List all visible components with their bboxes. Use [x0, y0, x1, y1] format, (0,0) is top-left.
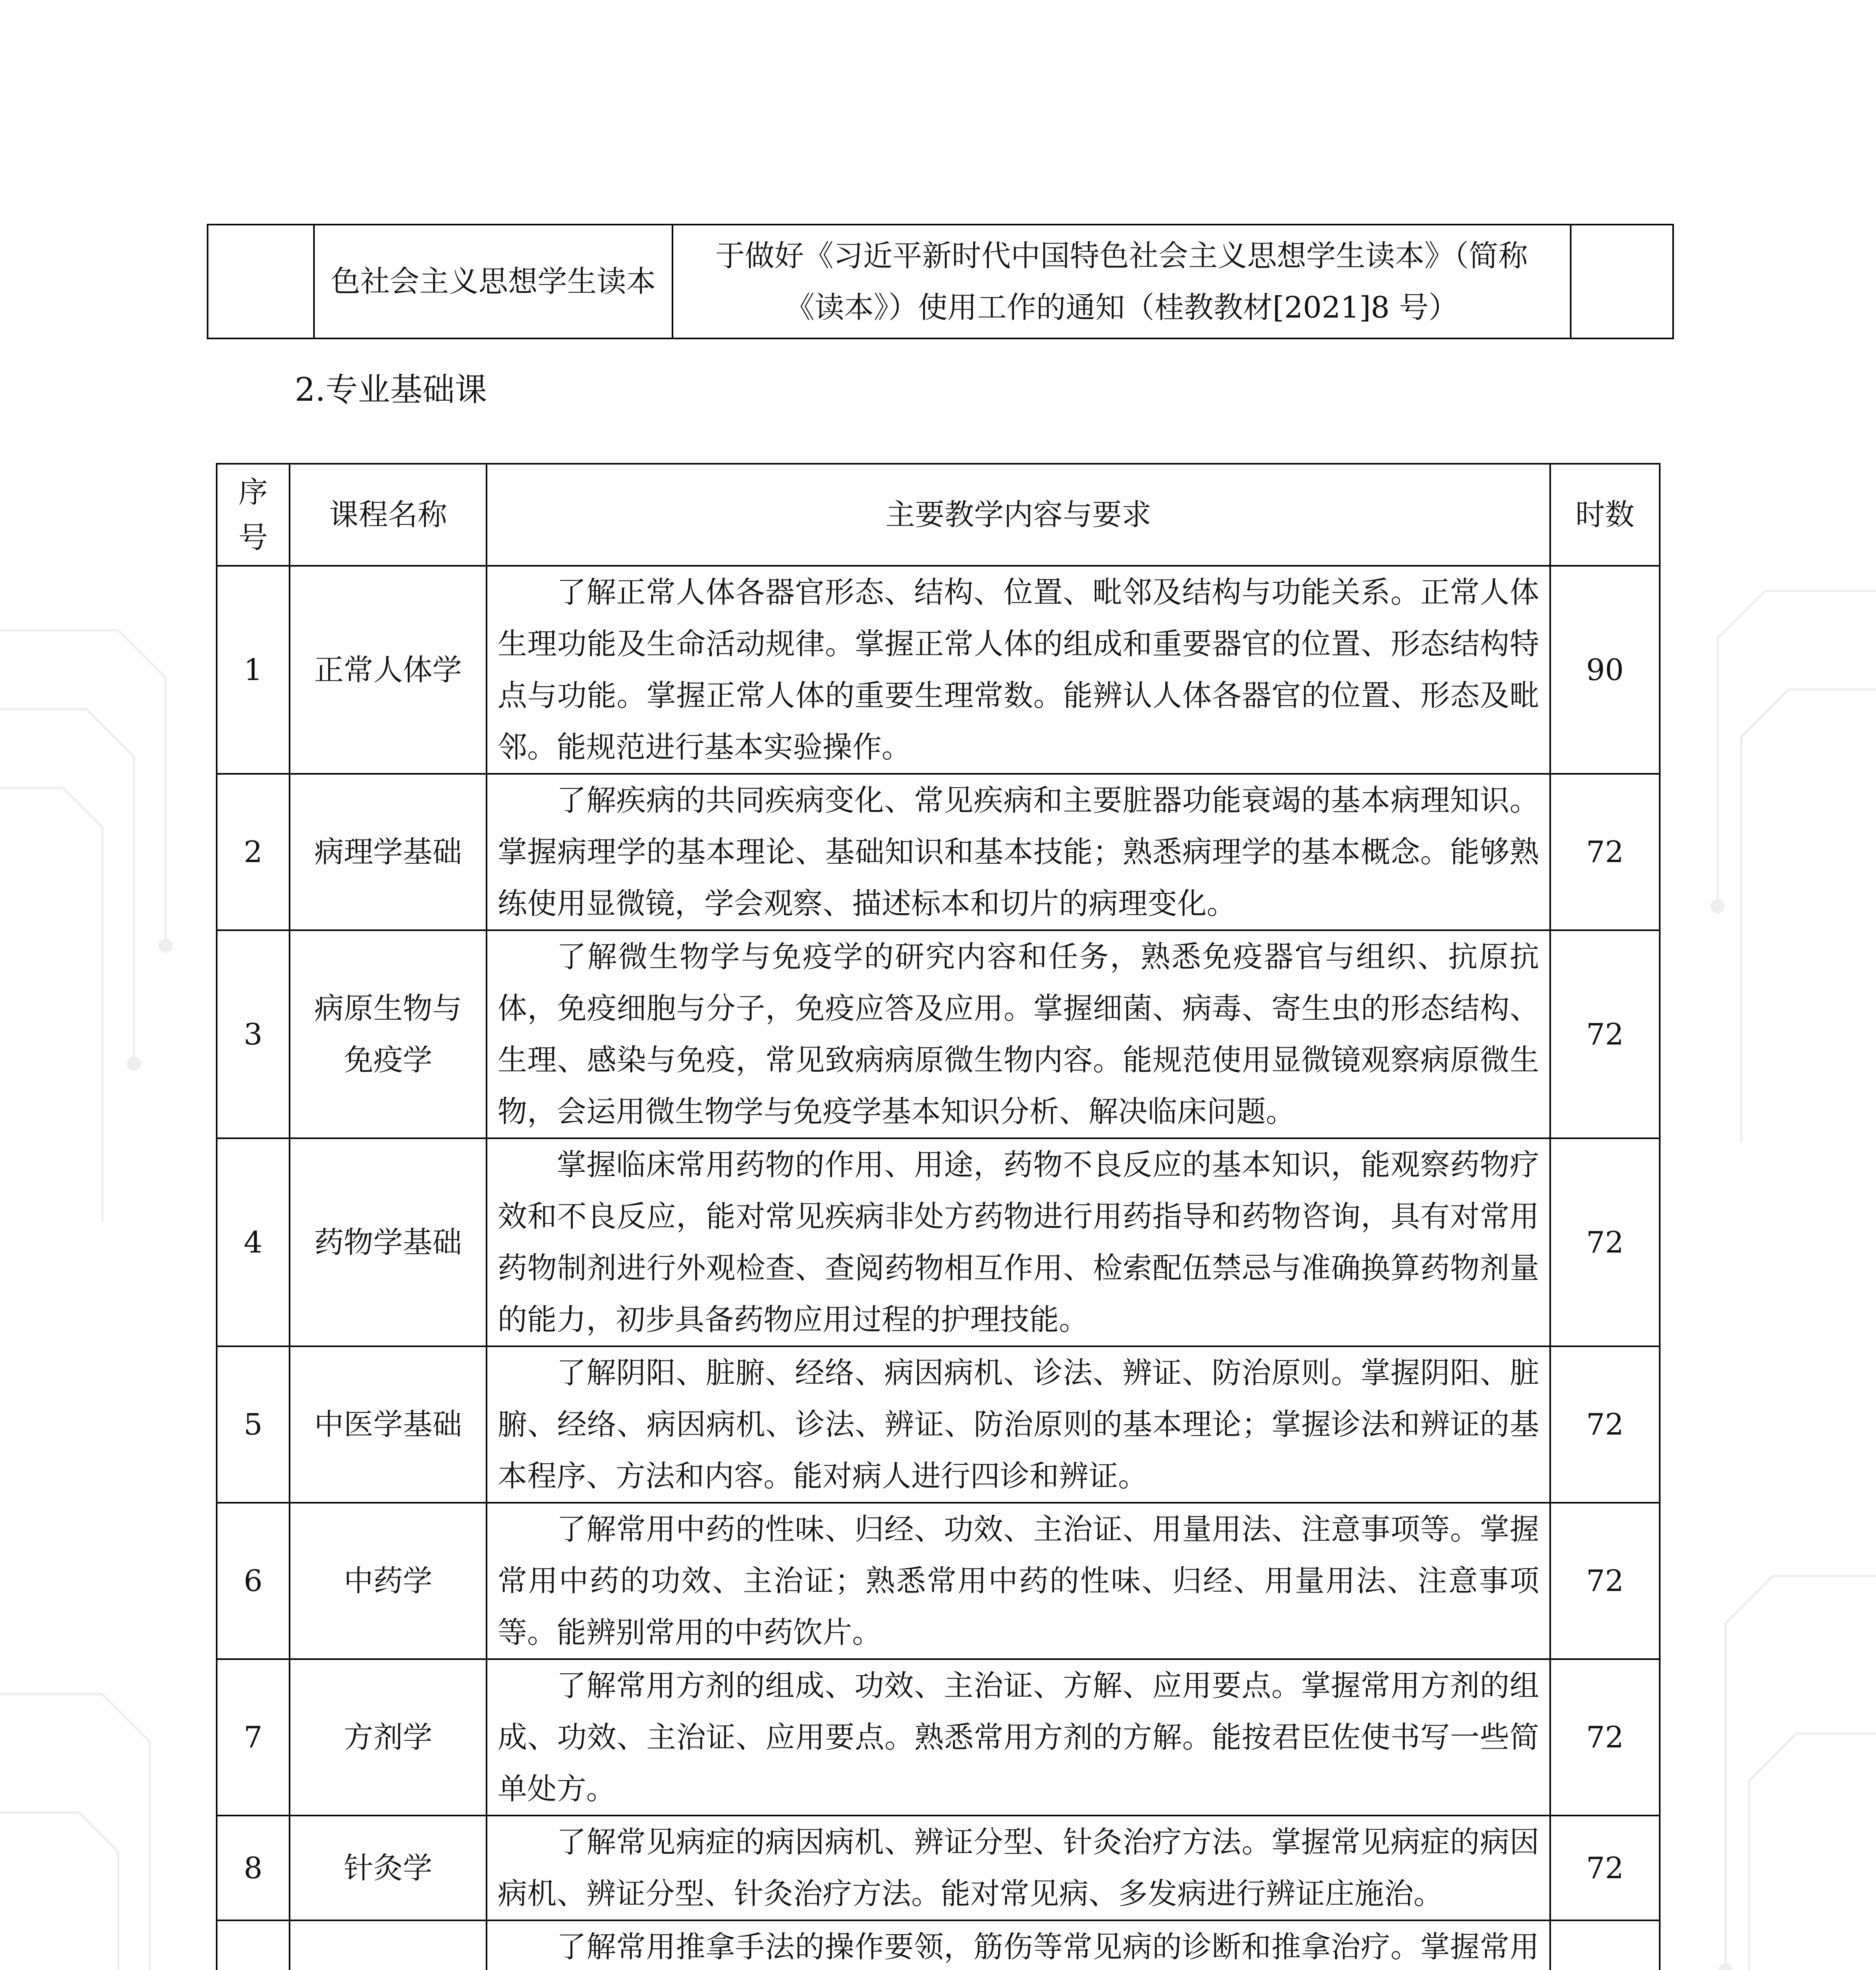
table-row [217, 1816, 1660, 1920]
row-hours: 72 [1550, 1503, 1660, 1659]
row-course-name: 正常人体学 [290, 566, 487, 774]
previous-course-table-continuation [207, 224, 1674, 339]
row-hours [1550, 1920, 1660, 1970]
row-course-name: 方剂学 [290, 1659, 487, 1816]
table-header-row [217, 464, 1660, 566]
row-seq [217, 1920, 290, 1970]
course-content-cell: 于做好《习近平新时代中国特色社会主义思想学生读本》（简称《读本》）使用工作的通知（桂教教材[2021]8 号） [672, 225, 1571, 338]
row-seq: 1 [217, 566, 290, 774]
row-hours: 72 [1550, 1816, 1660, 1920]
row-content: 了解微生物学与免疫学的研究内容和任务，熟悉免疫器官与组织、抗原抗体，免疫细胞与分子，免疫应答及应用。掌握细菌、病毒、寄生虫的形态结构、生理、感染与免疫，常见致病病原微生物内容。能规范使用显微镜观察病原微生物，会运用微生物学与免疫学基本知识分析、解决临床问题。 [487, 930, 1550, 1138]
table-row [217, 566, 1660, 774]
seq-cell [208, 225, 314, 338]
row-course-name: 针灸学 [290, 1816, 487, 1920]
row-hours: 72 [1550, 1659, 1660, 1816]
professional-basic-courses-table [216, 463, 1661, 1970]
row-hours: 90 [1550, 566, 1660, 774]
table-row [217, 930, 1660, 1138]
row-seq: 2 [217, 774, 290, 930]
table-row [217, 1659, 1660, 1816]
row-hours: 72 [1550, 930, 1660, 1138]
header-hours: 时数 [1550, 464, 1660, 566]
table-row [217, 1138, 1660, 1346]
row-content: 了解疾病的共同疾病变化、常见疾病和主要脏器功能衰竭的基本病理知识。掌握病理学的基本理论、基础知识和基本技能；熟悉病理学的基本概念。能够熟练使用显微镜，学会观察、描述标本和切片的病理变化。 [487, 774, 1550, 930]
row-seq: 7 [217, 1659, 290, 1816]
header-seq: 序号 [217, 464, 290, 566]
row-content: 了解正常人体各器官形态、结构、位置、毗邻及结构与功能关系。正常人体生理功能及生命活动规律。掌握正常人体的组成和重要器官的位置、形态结构特点与功能。掌握正常人体的重要生理常数。能辨认人体各器官的位置、形态及毗邻。能规范进行基本实验操作。 [487, 566, 1550, 774]
table-row [217, 1346, 1660, 1503]
row-course-name: 中药学 [290, 1503, 487, 1659]
hours-cell [1571, 225, 1673, 338]
table-row [217, 774, 1660, 930]
row-content: 了解常用推拿手法的操作要领，筋伤等常见病的诊断和推拿治疗。掌握常用 [487, 1920, 1550, 1970]
row-course-name: 药物学基础 [290, 1138, 487, 1346]
course-name-cell: 色社会主义思想学生读本 [314, 225, 672, 338]
row-seq: 8 [217, 1816, 290, 1920]
row-course-name [290, 1920, 487, 1970]
table-row [217, 1920, 1660, 1970]
row-content: 了解阴阳、脏腑、经络、病因病机、诊法、辨证、防治原则。掌握阴阳、脏腑、经络、病因病机、诊法、辨证、防治原则的基本理论；掌握诊法和辨证的基本程序、方法和内容。能对病人进行四诊和辨证。 [487, 1346, 1550, 1503]
row-content: 了解常见病症的病因病机、辨证分型、针灸治疗方法。掌握常见病症的病因病机、辨证分型、针灸治疗方法。能对常见病、多发病进行辨证庄施治。 [487, 1816, 1550, 1920]
header-content: 主要教学内容与要求 [487, 464, 1550, 566]
row-seq: 3 [217, 930, 290, 1138]
row-content: 了解常用方剂的组成、功效、主治证、方解、应用要点。掌握常用方剂的组成、功效、主治证、应用要点。熟悉常用方剂的方解。能按君臣佐使书写一些简单处方。 [487, 1659, 1550, 1816]
table-row [217, 1503, 1660, 1659]
row-seq: 5 [217, 1346, 290, 1503]
row-hours: 72 [1550, 774, 1660, 930]
row-course-name: 中医学基础 [290, 1346, 487, 1503]
row-hours: 72 [1550, 1346, 1660, 1503]
row-course-name: 病理学基础 [290, 774, 487, 930]
table-row [208, 225, 1673, 338]
row-course-name: 病原生物与免疫学 [290, 930, 487, 1138]
row-hours: 72 [1550, 1138, 1660, 1346]
row-seq: 4 [217, 1138, 290, 1346]
row-seq: 6 [217, 1503, 290, 1659]
row-content: 掌握临床常用药物的作用、用途，药物不良反应的基本知识，能观察药物疗效和不良反应，能对常见疾病非处方药物进行用药指导和药物咨询，具有对常用药物制剂进行外观检查、查阅药物相互作用、检索配伍禁忌与准确换算药物剂量的能力，初步具备药物应用过程的护理技能。 [487, 1138, 1550, 1346]
section-heading: 2.专业基础课 [295, 371, 487, 409]
row-content: 了解常用中药的性味、归经、功效、主治证、用量用法、注意事项等。掌握常用中药的功效、主治证；熟悉常用中药的性味、归经、用量用法、注意事项等。能辨别常用的中药饮片。 [487, 1503, 1550, 1659]
header-course-name: 课程名称 [290, 464, 487, 566]
